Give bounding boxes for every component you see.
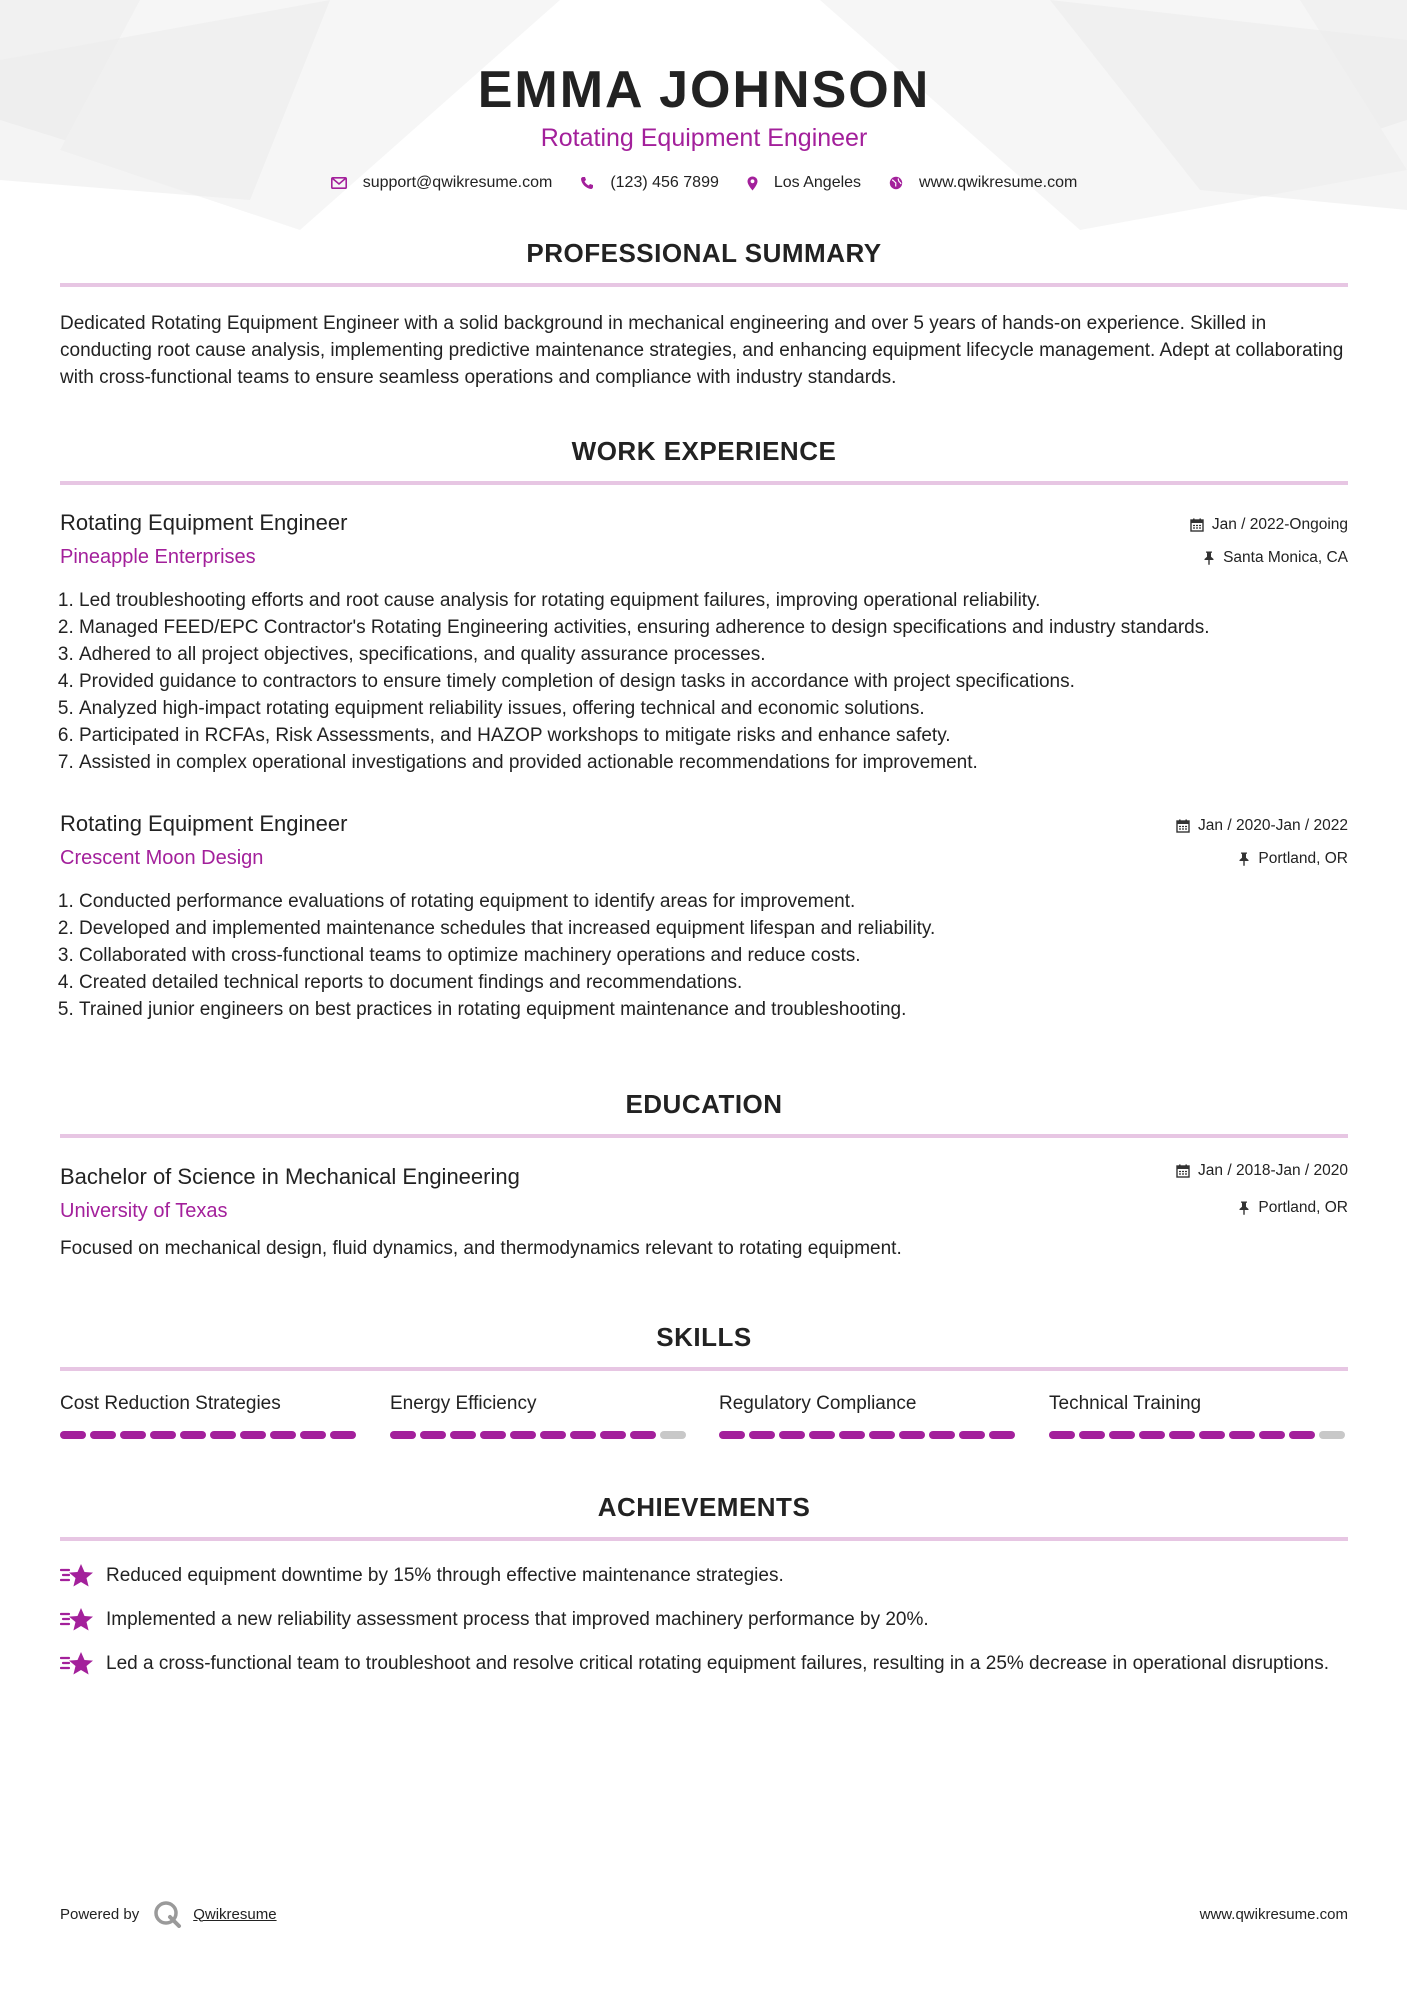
list-item: 5. Trained junior engineers on best practices in rotating equipment maintenance and troubleshooting. bbox=[79, 996, 1348, 1023]
job-location bbox=[1238, 850, 1348, 868]
section-title-summary: PROFESSIONAL SUMMARY bbox=[526, 238, 882, 268]
skill-segment-filled bbox=[1259, 1431, 1285, 1439]
achievement-text: Reduced equipment downtime by 15% through effective maintenance strategies. bbox=[106, 1565, 784, 1586]
job-title: Rotating Equipment Engineer bbox=[60, 811, 348, 836]
skill-level-bar bbox=[719, 1431, 1019, 1439]
pushpin-icon bbox=[1238, 1201, 1250, 1215]
skill-name: Regulatory Compliance bbox=[719, 1393, 917, 1414]
section-title-experience: WORK EXPERIENCE bbox=[571, 436, 837, 466]
skill-segment-filled bbox=[959, 1431, 985, 1439]
skill-segment-filled bbox=[1139, 1431, 1165, 1439]
star-icon bbox=[60, 1650, 94, 1678]
achievement-item bbox=[60, 1650, 1348, 1678]
skill-segment-filled bbox=[630, 1431, 656, 1439]
skill-name: Technical Training bbox=[1049, 1393, 1202, 1414]
company-name: Crescent Moon Design bbox=[60, 847, 264, 869]
skill-segment-filled bbox=[1289, 1431, 1315, 1439]
list-item: 1. Led troubleshooting efforts and root cause analysis for rotating equipment failures, improving operational reliability. bbox=[79, 587, 1348, 614]
skill-segment-filled bbox=[300, 1431, 326, 1439]
skill-segment-filled bbox=[210, 1431, 236, 1439]
skill-segment-empty bbox=[660, 1431, 686, 1439]
calendar-icon bbox=[1176, 819, 1190, 833]
company-name: Pineapple Enterprises bbox=[60, 546, 256, 568]
job-location-text: Santa Monica, CA bbox=[1223, 549, 1348, 566]
skill-segment-filled bbox=[420, 1431, 446, 1439]
calendar-icon bbox=[1176, 1164, 1190, 1178]
skill-segment-filled bbox=[180, 1431, 206, 1439]
list-item: 7. Assisted in complex operational investigations and provided actionable recommendations for improvement. bbox=[79, 749, 1348, 776]
star-icon bbox=[60, 1562, 94, 1590]
list-item: 3. Collaborated with cross-functional teams to optimize machinery operations and reduce costs. bbox=[79, 942, 1348, 969]
contact-location bbox=[747, 174, 861, 192]
list-item: 4. Created detailed technical reports to document findings and recommendations. bbox=[79, 969, 1348, 996]
pushpin-icon bbox=[1238, 852, 1250, 866]
job-dates bbox=[1176, 817, 1348, 835]
skill-segment-filled bbox=[1199, 1431, 1225, 1439]
list-item: 3. Adhered to all project objectives, specifications, and quality assurance processes. bbox=[79, 641, 1348, 668]
section-rule bbox=[60, 1537, 1348, 1541]
skill-segment-filled bbox=[749, 1431, 775, 1439]
list-item: 1. Conducted performance evaluations of rotating equipment to identify areas for improvement. bbox=[79, 888, 1348, 915]
list-item: 2. Developed and implemented maintenance schedules that increased equipment lifespan and reliability. bbox=[79, 915, 1348, 942]
contact-bar bbox=[60, 174, 1348, 192]
job-location-text: Portland, OR bbox=[1258, 850, 1348, 867]
skill-segment-filled bbox=[1049, 1431, 1075, 1439]
degree-title: Bachelor of Science in Mechanical Engineering bbox=[60, 1164, 520, 1189]
education-description: Focused on mechanical design, fluid dynamics, and thermodynamics relevant to rotating equipment. bbox=[60, 1238, 902, 1259]
skill-segment-filled bbox=[809, 1431, 835, 1439]
skill-item bbox=[60, 1393, 360, 1439]
qwikresume-link[interactable]: Qwikresume bbox=[193, 1905, 277, 1923]
section-title-skills: SKILLS bbox=[656, 1322, 752, 1352]
school-name: University of Texas bbox=[60, 1200, 228, 1222]
summary-text: Dedicated Rotating Equipment Engineer with a solid background in mechanical engineering and over 5 years of hands-on experience. Skilled in conducting root cause analysis, implementing predictive maintenance strategies, and enhancing equipment lifecycle management. Adept at collaborating with cross-functional teams to ensure seamless operations and compliance with industry standards. bbox=[60, 313, 1344, 388]
contact-email[interactable] bbox=[331, 174, 553, 192]
job-duties-list bbox=[60, 587, 1348, 776]
candidate-role: Rotating Equipment Engineer bbox=[540, 124, 868, 152]
skill-name: Energy Efficiency bbox=[390, 1393, 537, 1414]
map-pin-icon bbox=[747, 176, 758, 191]
skill-segment-filled bbox=[120, 1431, 146, 1439]
job-dates bbox=[1190, 516, 1348, 534]
powered-by-label: Powered by bbox=[60, 1905, 140, 1923]
skill-segment-filled bbox=[330, 1431, 356, 1439]
list-item: 4. Provided guidance to contractors to ensure timely completion of design tasks in accordance with project specifications. bbox=[79, 668, 1348, 695]
achievement-text: Implemented a new reliability assessment process that improved machinery performance by 20%. bbox=[106, 1609, 929, 1630]
education-location-text: Portland, OR bbox=[1258, 1199, 1348, 1216]
globe-icon bbox=[889, 176, 903, 190]
skill-segment-empty bbox=[1319, 1431, 1345, 1439]
skill-level-bar bbox=[60, 1431, 360, 1439]
contact-location-text: Los Angeles bbox=[773, 174, 862, 191]
job-title: Rotating Equipment Engineer bbox=[60, 510, 348, 535]
contact-website-text: www.qwikresume.com bbox=[919, 174, 1078, 191]
skill-segment-filled bbox=[390, 1431, 416, 1439]
skill-segment-filled bbox=[989, 1431, 1015, 1439]
skill-segment-filled bbox=[839, 1431, 865, 1439]
achievement-item bbox=[60, 1606, 1348, 1634]
skill-level-bar bbox=[1049, 1431, 1349, 1439]
job-location bbox=[1203, 549, 1348, 567]
skill-segment-filled bbox=[1169, 1431, 1195, 1439]
achievement-text: Led a cross-functional team to troubleshoot and resolve critical rotating equipment failures, resulting in a 25% decrease in operational disruptions. bbox=[106, 1653, 1330, 1674]
skill-segment-filled bbox=[869, 1431, 895, 1439]
contact-email-text: support@qwikresume.com bbox=[362, 174, 553, 191]
skill-item bbox=[390, 1393, 690, 1439]
job-dates-text: Jan / 2022-Ongoing bbox=[1211, 516, 1348, 533]
skill-segment-filled bbox=[150, 1431, 176, 1439]
calendar-icon bbox=[1190, 518, 1204, 532]
skill-segment-filled bbox=[510, 1431, 536, 1439]
powered-by bbox=[60, 1900, 277, 1928]
skill-segment-filled bbox=[270, 1431, 296, 1439]
footer bbox=[60, 1898, 1348, 1930]
star-icon bbox=[60, 1606, 94, 1634]
skill-item bbox=[719, 1393, 1019, 1439]
skill-segment-filled bbox=[450, 1431, 476, 1439]
education-dates bbox=[1176, 1162, 1348, 1180]
section-rule bbox=[60, 283, 1348, 287]
skill-segment-filled bbox=[60, 1431, 86, 1439]
skill-segment-filled bbox=[480, 1431, 506, 1439]
section-rule bbox=[60, 1134, 1348, 1138]
skill-segment-filled bbox=[540, 1431, 566, 1439]
envelope-icon bbox=[331, 177, 347, 189]
skill-level-bar bbox=[390, 1431, 690, 1439]
section-rule bbox=[60, 481, 1348, 485]
skill-segment-filled bbox=[1229, 1431, 1255, 1439]
skill-segment-filled bbox=[90, 1431, 116, 1439]
achievement-item bbox=[60, 1562, 1348, 1590]
skill-segment-filled bbox=[600, 1431, 626, 1439]
skill-item bbox=[1049, 1393, 1349, 1439]
phone-icon bbox=[580, 176, 594, 190]
skill-segment-filled bbox=[929, 1431, 955, 1439]
section-title-achievements: ACHIEVEMENTS bbox=[597, 1492, 811, 1522]
pushpin-icon bbox=[1203, 551, 1215, 565]
contact-phone[interactable] bbox=[580, 174, 719, 192]
skill-segment-filled bbox=[570, 1431, 596, 1439]
skill-segment-filled bbox=[719, 1431, 745, 1439]
skill-segment-filled bbox=[1109, 1431, 1135, 1439]
list-item: 5. Analyzed high-impact rotating equipment reliability issues, offering technical and economic solutions. bbox=[79, 695, 1348, 722]
skill-segment-filled bbox=[779, 1431, 805, 1439]
candidate-name: EMMA JOHNSON bbox=[477, 61, 931, 119]
job-dates-text: Jan / 2020-Jan / 2022 bbox=[1198, 817, 1348, 834]
qwikresume-logo-icon bbox=[153, 1900, 183, 1928]
skill-segment-filled bbox=[1079, 1431, 1105, 1439]
section-title-education: EDUCATION bbox=[625, 1089, 783, 1119]
contact-phone-text: (123) 456 7899 bbox=[610, 174, 719, 191]
job-duties-list bbox=[60, 888, 1348, 1023]
education-location bbox=[1238, 1199, 1348, 1217]
list-item: 6. Participated in RCFAs, Risk Assessments, and HAZOP workshops to mitigate risks and enhance safety. bbox=[79, 722, 1348, 749]
education-dates-text: Jan / 2018-Jan / 2020 bbox=[1198, 1162, 1348, 1179]
contact-website[interactable] bbox=[889, 174, 1077, 192]
footer-website[interactable]: www.qwikresume.com bbox=[1199, 1905, 1348, 1923]
section-rule bbox=[60, 1367, 1348, 1371]
list-item: 2. Managed FEED/EPC Contractor's Rotating Engineering activities, ensuring adherence to design specifications and industry standards. bbox=[79, 614, 1348, 641]
skill-segment-filled bbox=[240, 1431, 266, 1439]
skill-segment-filled bbox=[899, 1431, 925, 1439]
skill-name: Cost Reduction Strategies bbox=[60, 1393, 281, 1414]
